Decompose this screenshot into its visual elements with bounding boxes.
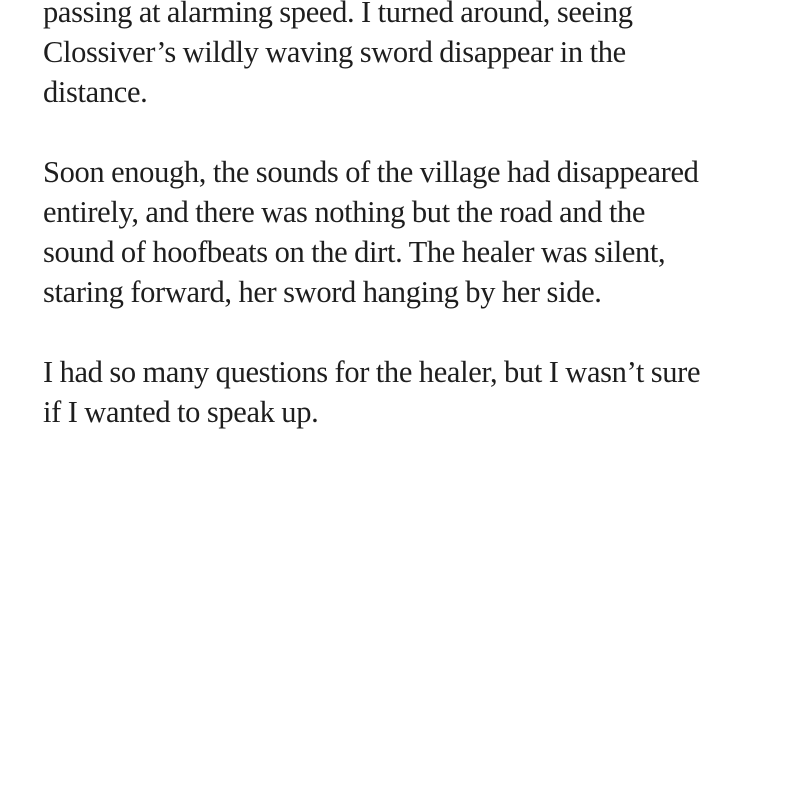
text-line: staring forward, her sword hanging by her side. xyxy=(43,275,602,309)
paragraph-2 xyxy=(43,152,763,312)
paragraph-gap xyxy=(43,312,763,352)
paragraph-3 xyxy=(43,352,763,432)
text-line: distance. xyxy=(43,75,148,109)
text-line: sound of hoofbeats on the dirt. The healer was silent, xyxy=(43,235,666,269)
paragraph-gap xyxy=(43,112,763,152)
paragraph-1 xyxy=(43,0,763,112)
text-line: Soon enough, the sounds of the village had disappeared xyxy=(43,155,699,189)
text-line: I had so many questions for the healer, but I wasn’t sure xyxy=(43,355,701,389)
text-line: if I wanted to speak up. xyxy=(43,395,319,429)
text-line: entirely, and there was nothing but the road and the xyxy=(43,195,646,229)
story-text xyxy=(43,0,763,432)
text-line: Clossiver’s wildly waving sword disappear in the xyxy=(43,35,626,69)
text-line: passing at alarming speed. I turned around, seeing xyxy=(43,0,633,29)
